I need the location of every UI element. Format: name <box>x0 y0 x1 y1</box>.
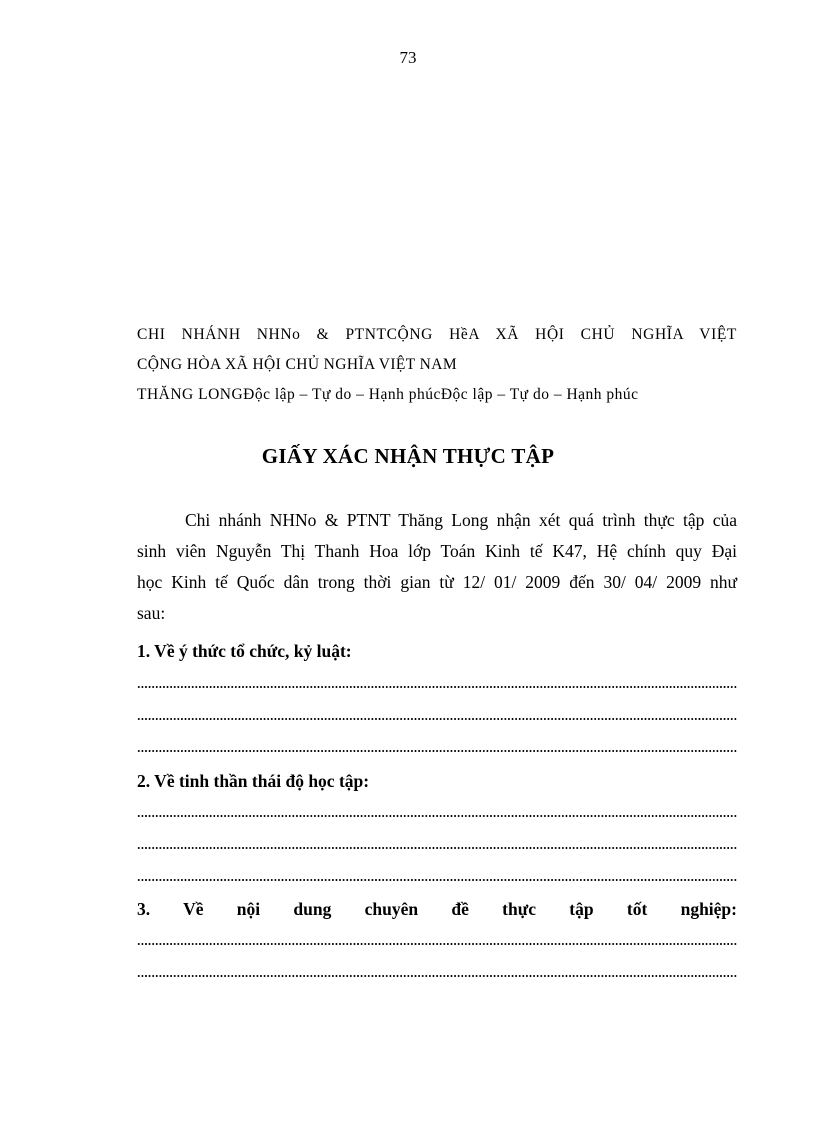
dotted-line <box>137 750 737 752</box>
intro-line-4: sau: <box>137 603 166 623</box>
page-number: 73 <box>399 48 417 67</box>
dotted-line <box>137 815 737 817</box>
header-line-1: CHI NHÁNH NHNo & PTNTCỘNG HềA XÃ HỘI CHỦ NGHĨA VIỆT <box>137 326 737 343</box>
intro-line-3: học Kinh tế Quốc dân trong thời gian từ 12/ 01/ 2009 đến 30/ 04/ 2009 như <box>137 572 737 592</box>
intro-line-1: Chi nhánh NHNo & PTNT Thăng Long nhận xét quá trình thực tập của <box>185 510 737 530</box>
dotted-line <box>137 975 737 977</box>
intro-line-2: sinh viên Nguyễn Thị Thanh Hoa lớp Toán Kinh tế K47, Hệ chính quy Đại <box>137 541 737 561</box>
header-line-3: THĂNG LONGĐộc lập – Tự do – Hạnh phúcĐộc lập – Tự do – Hạnh phúc <box>137 386 639 403</box>
header-line-2: CỘNG HÒA XÃ HỘI CHỦ NGHĨA VIỆT NAM <box>137 356 458 373</box>
intro-paragraph <box>137 505 737 629</box>
document-title: GIẤY XÁC NHẬN THỰC TẬP <box>261 444 555 468</box>
dotted-line <box>137 879 737 881</box>
dotted-line <box>137 718 737 720</box>
dotted-line <box>137 943 737 945</box>
dotted-line <box>137 847 737 849</box>
section-3-heading: 3. Về nội dung chuyên đề thực tập tốt nghiệp: <box>137 899 737 919</box>
section-2-heading: 2. Về tinh thần thái độ học tập: <box>137 771 370 791</box>
section-1-heading: 1. Về ý thức tổ chức, kỷ luật: <box>137 641 352 661</box>
dotted-line <box>137 686 737 688</box>
